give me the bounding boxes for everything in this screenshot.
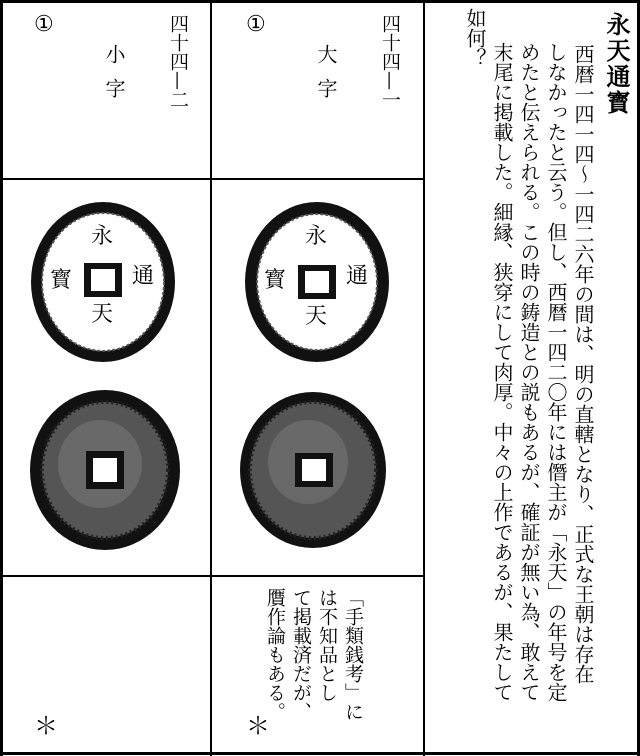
coin-note-line: て掲載済だが、 (290, 588, 312, 721)
coin-inscription-left: 寳 (50, 268, 73, 293)
coin-rank: ① (34, 12, 54, 37)
coin-mark: ＊ (34, 712, 58, 740)
description-line: めたと伝えられる。この時の鋳造との説もあるが、確証が無い為、敢えて (517, 42, 541, 702)
coin-note-line: 「手類銭考」に (342, 588, 364, 721)
description-line: 末尾に掲載した。細縁、狭穿にして肉厚。中々の上作であるが、果たして (490, 42, 514, 702)
outer-border-bottom (0, 752, 640, 755)
coin-inscription-top: 永 (305, 224, 328, 249)
divider-footer-row (0, 575, 424, 577)
description-text (461, 8, 596, 744)
coin-reverse-image (238, 390, 388, 550)
description-line: 西暦一四一四～一四二六年の間は、明の直轄となり、正式な王朝は存在 (571, 44, 595, 684)
description-line: しなかったと云う。但し、西暦一四二〇年には僭主が「永天」の年号を定 (544, 42, 568, 702)
description-line: 如何？ (463, 8, 487, 68)
section-title: 永天通寳 (602, 12, 631, 116)
coin-reverse-image (28, 388, 183, 553)
outer-border-left (0, 0, 3, 756)
coin-mark: ＊ (246, 712, 270, 740)
coin-obverse-image (28, 200, 178, 365)
coin-note (262, 588, 366, 738)
coin-note-line: 贋作論もある。 (264, 588, 286, 721)
coin-note-line: は不知品とし (316, 588, 338, 702)
coin-number: 四十四—一 (379, 14, 401, 109)
outer-border-top (0, 0, 640, 3)
coin-inscription-bottom: 天 (305, 304, 328, 329)
divider-header-row (0, 178, 424, 180)
coin-number: 四十四—二 (167, 14, 189, 109)
coin-inscription-bottom: 天 (91, 302, 114, 327)
coin-inscription-top: 永 (91, 224, 114, 249)
coin-inscription-right: 通 (132, 264, 155, 289)
divider-text-column (423, 0, 425, 756)
coin-variant: 小字 (102, 44, 126, 112)
coin-variant: 大字 (314, 44, 338, 112)
divider-coin-columns (210, 0, 212, 756)
coin-obverse-image (242, 200, 392, 365)
coin-inscription-right: 通 (346, 264, 369, 289)
coin-rank: ① (246, 12, 266, 37)
coin-inscription-left: 寳 (264, 268, 287, 293)
